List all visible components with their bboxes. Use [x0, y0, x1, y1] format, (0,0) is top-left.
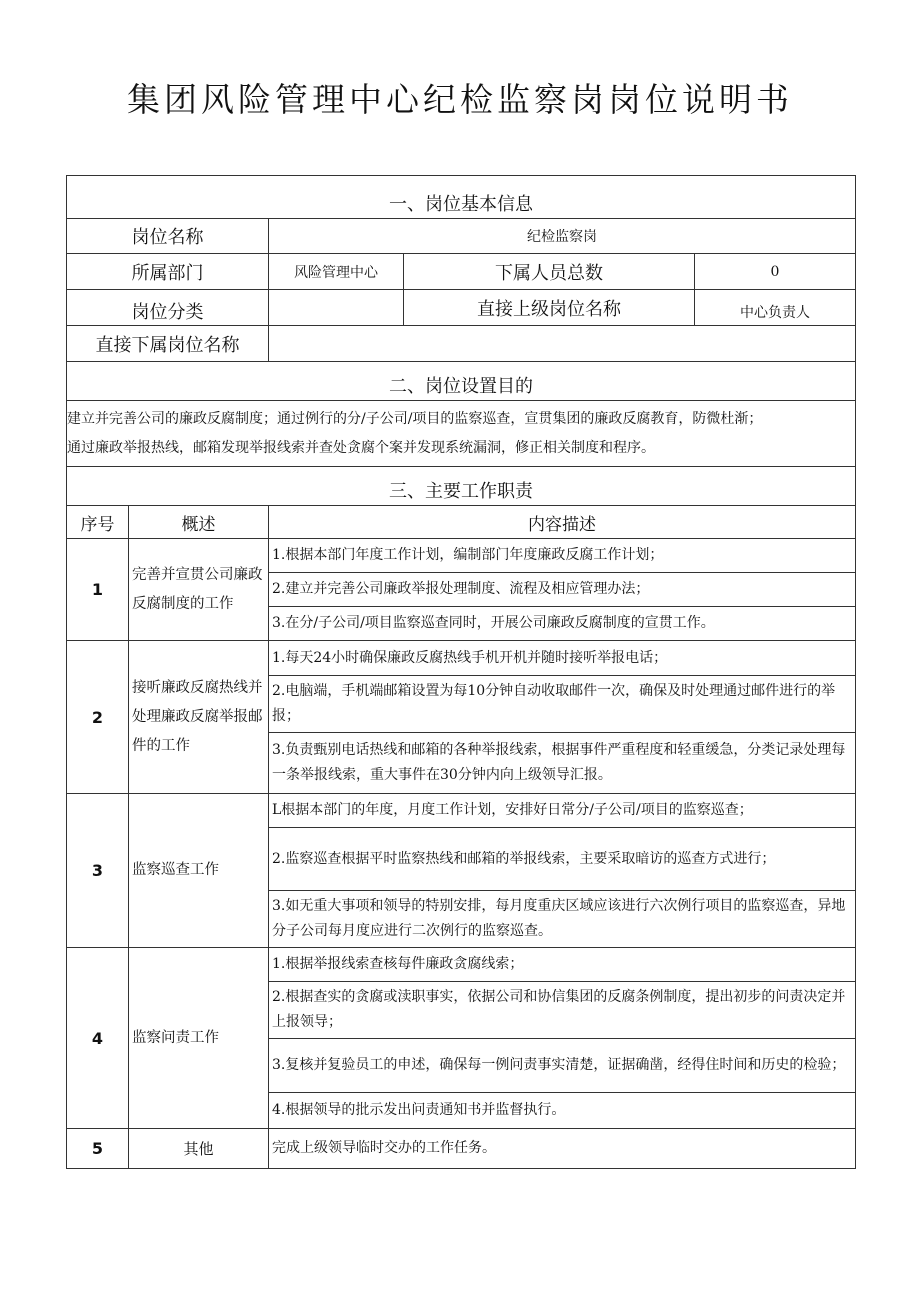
staff-count-value: 0: [695, 254, 856, 290]
duty-item: 3.负责甄别电话热线和邮箱的各种举报线索，根据事件严重程度和轻重缓急，分类记录处理每一条举报线索，重大事件在30分钟内向上级领导汇报。: [269, 733, 856, 794]
duty-item: 3.如无重大事项和领导的特别安排，每月度重庆区域应该进行六次例行项目的监察巡查，异地分子公司每月度应进行二次例行的监察巡查。: [269, 891, 856, 948]
staff-count-label: 下属人员总数: [404, 254, 695, 290]
duty-item: 1.每天24小时确保廉政反腐热线手机开机并随时接听举报电话；: [269, 641, 856, 676]
duty-overview: 监察问责工作: [129, 948, 269, 1129]
duty-item: 2.根据查实的贪腐或渎职事实，依据公司和协信集团的反腐条例制度，提出初步的问责决定并上报领导；: [269, 982, 856, 1039]
column-header-seq: 序号: [67, 506, 129, 539]
superior-position-value: 中心负责人: [695, 290, 856, 326]
duty-seq: 2: [67, 641, 129, 794]
job-category-label: 岗位分类: [67, 290, 269, 326]
purpose-line-2: 通过廉政举报热线，邮箱发现举报线索并查处贪腐个案并发现系统漏洞，修正相关制度和程序。: [67, 439, 655, 456]
duty-seq: 5: [67, 1129, 129, 1169]
section-heading-purpose: 二、岗位设置目的: [67, 362, 856, 401]
column-header-overview: 概述: [129, 506, 269, 539]
job-description-table: [66, 175, 856, 1169]
page-title: 集团风险管理中心纪检监察岗岗位说明书: [127, 80, 793, 119]
duty-overview: 接听廉政反腐热线并处理廉政反腐举报邮件的工作: [129, 641, 269, 794]
duty-overview: 监察巡查工作: [129, 794, 269, 948]
duty-item: 2.监察巡查根据平时监察热线和邮箱的举报线索，主要采取暗访的巡查方式进行；: [269, 828, 856, 891]
duty-overview: 完善并宣贯公司廉政反腐制度的工作: [129, 539, 269, 641]
section-heading-duties: 三、主要工作职责: [67, 467, 856, 506]
duty-seq: 3: [67, 794, 129, 948]
duty-item: 3.复核并复验员工的申述，确保每一例问责事实清楚，证据确凿，经得住时间和历史的检验；: [269, 1039, 856, 1093]
duty-item: 4.根据领导的批示发出问责通知书并监督执行。: [269, 1093, 856, 1129]
duty-seq: 4: [67, 948, 129, 1129]
section-heading-basic-info: 一、岗位基本信息: [67, 176, 856, 219]
duty-overview: 其他: [129, 1129, 269, 1169]
purpose-text: [67, 401, 856, 467]
column-header-description: 内容描述: [269, 506, 856, 539]
department-label: 所属部门: [67, 254, 269, 290]
job-name-label: 岗位名称: [67, 219, 269, 254]
duty-item: 1.根据本部门年度工作计划，编制部门年度廉政反腐工作计划；: [269, 539, 856, 573]
subordinate-position-value: [269, 326, 856, 362]
purpose-line-1: 建立并完善公司的廉政反腐制度；通过例行的分/子公司/项目的监察巡查，宣贯集团的廉政反腐教育，防微杜渐；: [67, 410, 763, 427]
department-value: 风险管理中心: [269, 254, 404, 290]
job-name-value: 纪检监察岗: [269, 219, 856, 254]
job-category-value: [269, 290, 404, 326]
duty-item: 2.电脑端，手机端邮箱设置为每10分钟自动收取邮件一次，确保及时处理通过邮件进行的举报；: [269, 676, 856, 733]
superior-position-label: 直接上级岗位名称: [404, 290, 695, 326]
duty-item: L根据本部门的年度，月度工作计划，安排好日常分/子公司/项目的监察巡查；: [269, 794, 856, 828]
duty-item: 1.根据举报线索查核每件廉政贪腐线索；: [269, 948, 856, 982]
duty-seq: 1: [67, 539, 129, 641]
duty-item: 完成上级领导临时交办的工作任务。: [269, 1129, 856, 1169]
duty-item: 3.在分/子公司/项目监察巡查同时，开展公司廉政反腐制度的宣贯工作。: [269, 607, 856, 641]
subordinate-position-label: 直接下属岗位名称: [67, 326, 269, 362]
duty-item: 2.建立并完善公司廉政举报处理制度、流程及相应管理办法；: [269, 573, 856, 607]
